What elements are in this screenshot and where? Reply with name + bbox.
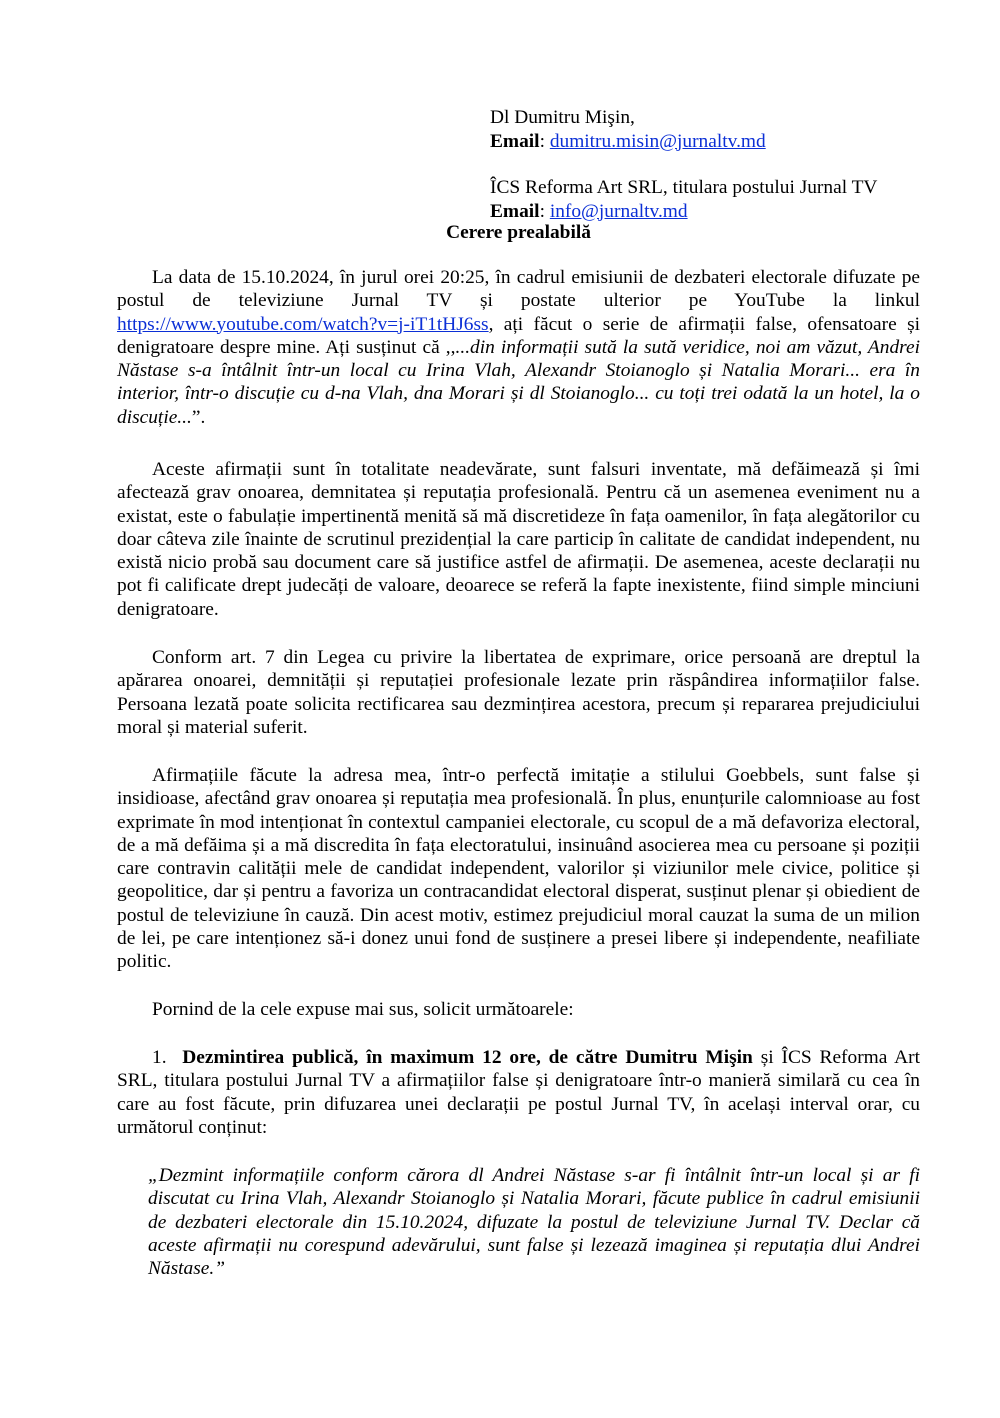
- recipient-2: [490, 176, 920, 223]
- email-label: Email: [490, 130, 540, 152]
- email-link[interactable]: info@jurnaltv.md: [549, 200, 688, 222]
- request-bold: Dezmintirea publică, în maximum 12 ore, de către Dumitru Mişin: [182, 1047, 753, 1068]
- recipient-1: [490, 106, 920, 153]
- paragraph-2: Aceste afirmații sunt în totalitate neadevărate, sunt falsuri inventate, mă defăimează și îmi afectează grav onoarea, demnitatea și reputația profesională. Pentru că un asemenea eveniment nu a existat, este o fabulație impertinentă menită să mă discretideze în fața oamenilor, în fața alegătorilor cu doar câteva zile înainte de scrutinul prezidențial la care particip în calitate de candidat independent, nu există nicio probă sau document care să justifice astfel de afirmații. De asemenea, aceste declarații nu pot fi calificate drept judecăți de valoare, deoarece se referă la fapte inexistente, fiind simple minciuni denigratoare.: [117, 459, 920, 620]
- paragraph-5: Pornind de la cele expuse mai sus, solicit următoarele:: [152, 999, 574, 1020]
- paragraph-1: [117, 266, 920, 429]
- request-text: și ÎCS Reforma Art SRL, titulara postului Jurnal TV a afirmațiilor false și denigratoare într-o manieră similară cu cea în care au fost făcute, prin difuzarea unei declarații pe postul Jurnal TV, în același interval orar, cu următorul conținut:: [117, 1047, 920, 1138]
- email-link[interactable]: dumitru.misin@jurnaltv.md: [549, 130, 766, 152]
- paragraph-3: Conform art. 7 din Legea cu privire la libertatea de exprimare, orice persoană are dreptul la apărarea onoarei, demnității și reputației profesionale lezate prin răspândirea informațiilor false. Persoana lezată poate solicita rectificarea sau dezmințirea acestora, precum și repararea prejudiciului moral și material suferit.: [117, 647, 920, 738]
- paragraph-1-text-cont: , ați făcut o serie de afirmații false, ofensatoare și denigratoare despre mine. Ați susținut că ,,: [117, 313, 920, 358]
- quoted-statement: ...din informații sută la sută veridice, noi am văzut, Andrei Năstase s-a întâlnit într-un local cu Irina Vlah, Alexandr Stoianoglo și Natalia Morari... era în interior, într-o discuție cu d-na Vlah, dna Morari și dl Stoianoglo... cu toți trei odată la un hotel, la o discuție...: [117, 336, 920, 428]
- request-number: 1.: [152, 1047, 167, 1068]
- recipient-email-line: Email: dumitru.misin@jurnaltv.md: [490, 130, 766, 152]
- recipient-email-line: Email: info@jurnaltv.md: [490, 200, 688, 222]
- recipient-name: ÎCS Reforma Art SRL, titulara postului Jurnal TV: [490, 177, 878, 198]
- request-1: [117, 1046, 920, 1139]
- document-title: Cerere prealabilă: [446, 222, 591, 243]
- youtube-link[interactable]: https://www.youtube.com/watch?v=j-iT1tHJ6ss: [117, 313, 489, 335]
- paragraph-1-end: ”.: [191, 406, 206, 428]
- paragraph-4: Afirmațiile făcute la adresa mea, într-o perfectă imitație a stilului Goebbels, sunt false și insidioase, afectând grav onoarea și reputația mea profesională. În plus, enunțurile calomnioase au fost exprimate în mod intenționat în contextul campaniei electorale, cu scopul de a mă defavoriza electoral, de a mă defăima și a mă discredita în fața electoratului, insinuând asocierea mea cu persoane și poziții care contravin calității mele de candidat independent, valorilor și viziunilor mele civice, politice și geopolitice, dar și pentru a favoriza un contracandidat electoral disperat, susținut plenar și obiedient de postul de televiziune în cauză. Din acest motiv, estimez prejudiciul moral cauzat la suma de un milion de lei, pe care intenționez să-i donez unui fond de susținere a presei libere și independente, neafiliate politic.: [117, 765, 920, 973]
- retraction-quote: „Dezmint informațiile conform cărora dl Andrei Năstase s-ar fi întâlnit într-un local și ar fi discutat cu Irina Vlah, Alexandr Stoianoglo și Natalia Morari, făcute publice în cadrul emisiunii de dezbateri electorale din 15.10.2024, difuzate la postul de televiziune Jurnal TV. Declar că aceste afirmații nu corespund adevărului, sunt false și lezează imaginea și reputația dlui Andrei Năstase.”: [148, 1165, 920, 1280]
- email-label: Email: [490, 200, 540, 222]
- recipient-name: Dl Dumitru Mişin,: [490, 107, 635, 128]
- paragraph-1-text: La data de 15.10.2024, în jurul orei 20:25, în cadrul emisiunii de dezbateri electorale difuzate pe postul de televiziune Jurnal TV și postate ulterior pe YouTube la linkul: [117, 267, 920, 312]
